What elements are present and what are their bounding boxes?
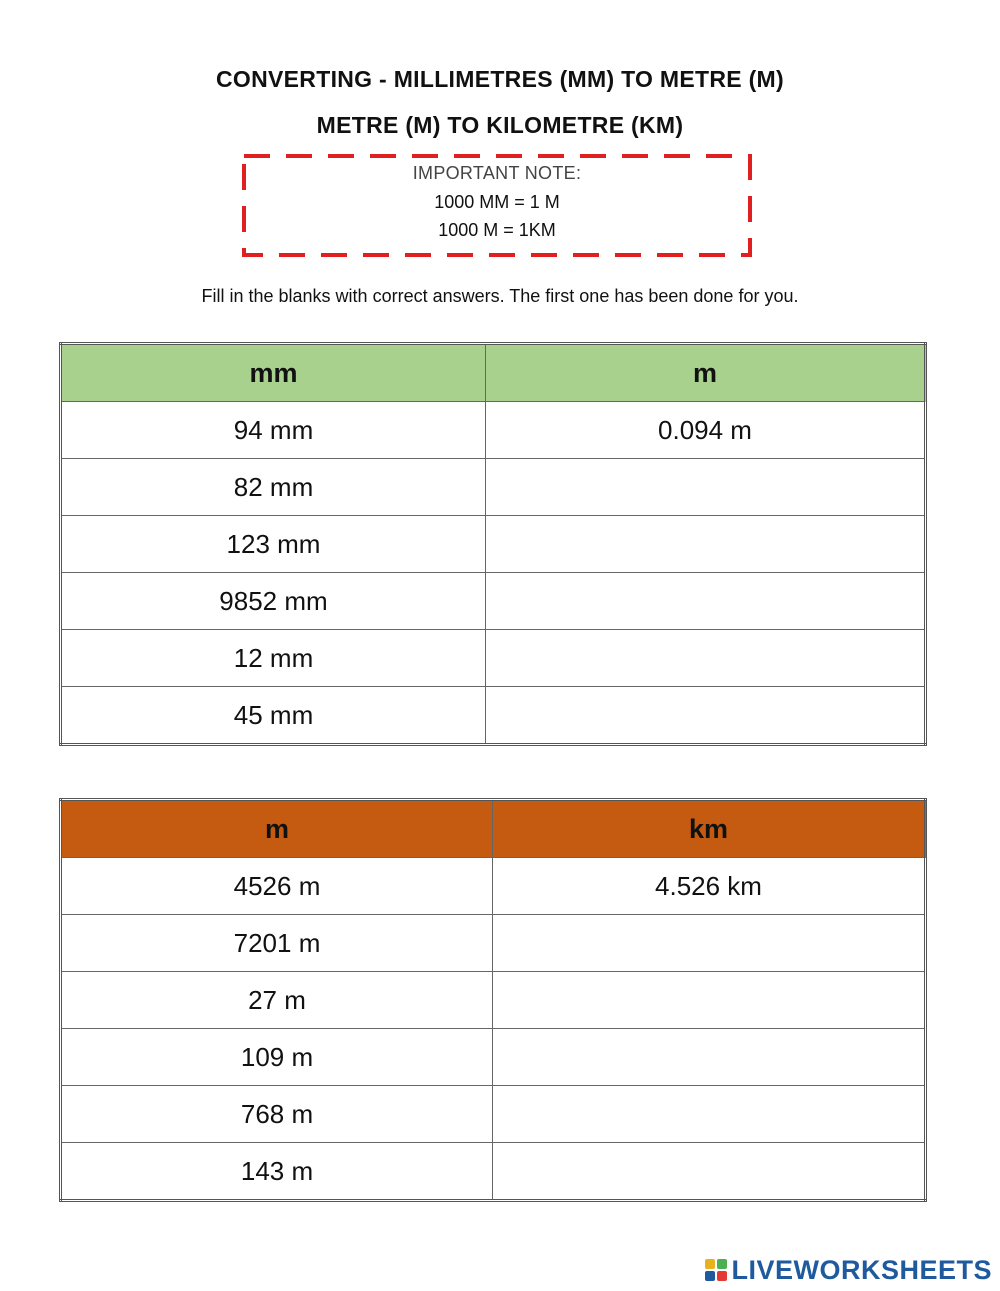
value-cell: 94 mm: [61, 402, 486, 459]
answer-input-cell[interactable]: [493, 1143, 926, 1201]
table-row: [61, 516, 926, 573]
m-to-km-table: [59, 798, 927, 1202]
table-row: [61, 630, 926, 687]
instructions: Fill in the blanks with correct answers. The first one has been done for you.: [201, 286, 799, 306]
value-cell: 109 m: [61, 1029, 493, 1086]
note-line-2: 1000 M = 1KM: [438, 220, 556, 240]
answer-input-cell[interactable]: [493, 1029, 926, 1086]
table-row: [61, 915, 926, 972]
value-cell: 9852 mm: [61, 573, 486, 630]
value-cell: 768 m: [61, 1086, 493, 1143]
answer-input-cell[interactable]: [486, 630, 926, 687]
answer-input-cell[interactable]: [486, 459, 926, 516]
table-row: [61, 1143, 926, 1201]
table-row: [61, 1029, 926, 1086]
answer-input-cell[interactable]: [486, 687, 926, 745]
logo-mark-icon: [705, 1259, 727, 1281]
table-row: [61, 573, 926, 630]
table-header-row: [61, 800, 926, 858]
value-cell: 7201 m: [61, 915, 493, 972]
table-row: [61, 858, 926, 915]
mm-to-m-table: [59, 342, 927, 746]
table-row: [61, 1086, 926, 1143]
header-km: km: [493, 800, 926, 858]
answer-input-cell[interactable]: [486, 516, 926, 573]
header-m: m: [486, 344, 926, 402]
answer-input-cell[interactable]: [493, 1086, 926, 1143]
answer-input-cell[interactable]: [486, 573, 926, 630]
value-cell: 4526 m: [61, 858, 493, 915]
header-mm: mm: [61, 344, 486, 402]
logo-text: LIVEWORKSHEETS: [731, 1254, 992, 1285]
header-m: m: [61, 800, 493, 858]
table-row: [61, 972, 926, 1029]
value-cell: 82 mm: [61, 459, 486, 516]
value-cell: 27 m: [61, 972, 493, 1029]
table-row: [61, 402, 926, 459]
value-cell: 123 mm: [61, 516, 486, 573]
title-line-1: CONVERTING - MILLIMETRES (MM) TO METRE (M): [216, 66, 784, 92]
table-header-row: [61, 344, 926, 402]
note-line-1: 1000 MM = 1 M: [434, 192, 560, 212]
value-cell: 45 mm: [61, 687, 486, 745]
answer-input-cell[interactable]: [493, 972, 926, 1029]
title-line-2: METRE (M) TO KILOMETRE (KM): [316, 112, 684, 138]
liveworksheets-logo: [705, 1252, 992, 1288]
answer-cell: 4.526 km: [493, 858, 926, 915]
note-heading: IMPORTANT NOTE:: [412, 163, 582, 183]
table-row: [61, 687, 926, 745]
table-row: [61, 459, 926, 516]
answer-input-cell[interactable]: [493, 915, 926, 972]
value-cell: 143 m: [61, 1143, 493, 1201]
value-cell: 12 mm: [61, 630, 486, 687]
answer-cell: 0.094 m: [486, 402, 926, 459]
